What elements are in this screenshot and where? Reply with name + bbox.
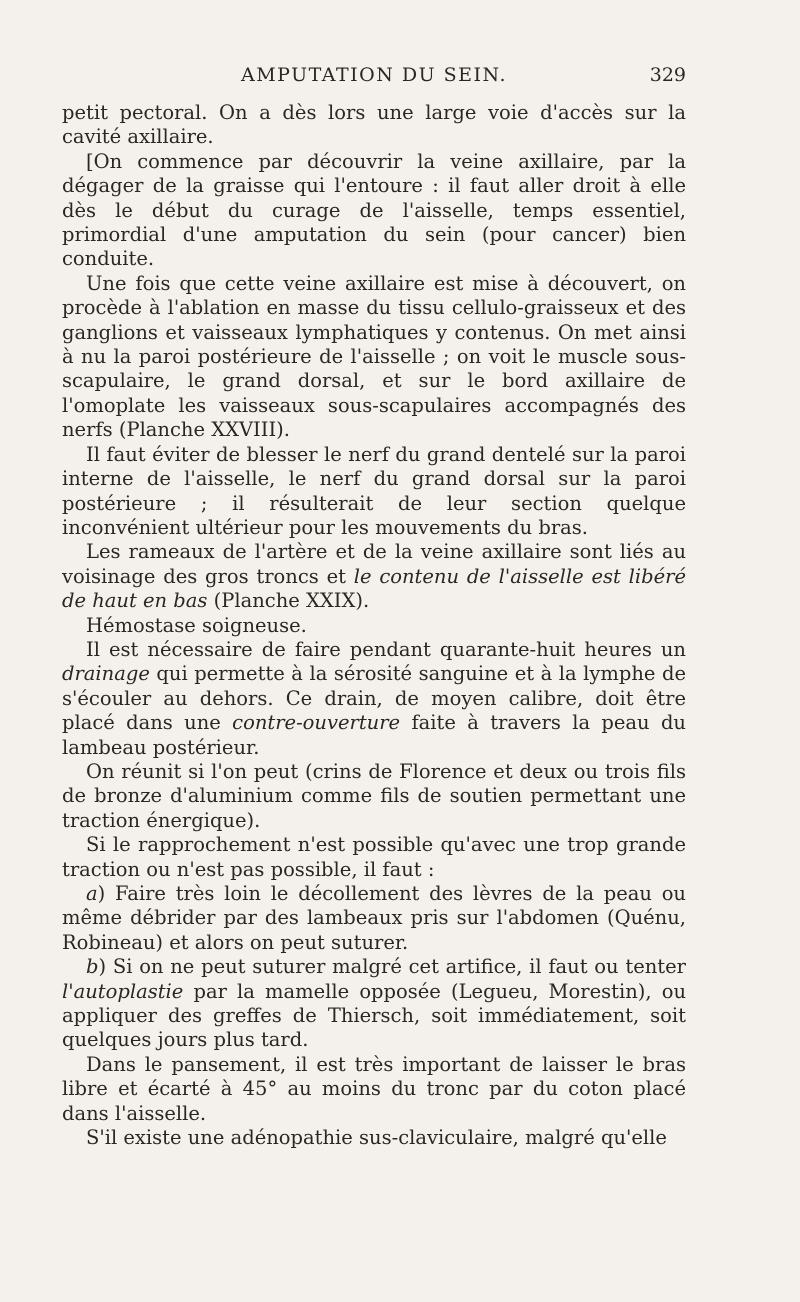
paragraph-ablation: Une fois que cette veine axillaire est mise à découvert, on procède à l'ablation en masse du tissu cellulo-graisseux et des ganglions et vaisseaux lymphatiques y contenus. On met ainsi à nu la paroi postérieure de l'aisselle ; on voit le muscle sous-scapulaire, le grand dorsal, et sur le bord axillaire de l'omoplate les vaisseaux sous-scapulaires accompagnés des nerfs (Planche XXVIII). — [62, 271, 686, 442]
body-text — [62, 101, 686, 1150]
paragraph-drainage: Il est nécessaire de faire pendant quarante-huit heures un drainage qui permette à la sérosité sanguine et à la lymphe de s'écouler au dehors. Ce drain, de moyen calibre, doit être placé dans une contre-ouverture faite à travers la peau du lambeau postérieur. — [62, 637, 686, 759]
paragraph-rapprochement: Si le rapprochement n'est possible qu'avec une trop grande traction ou n'est pas possible, il faut : — [62, 833, 686, 881]
page-header — [62, 64, 686, 92]
list-marker-a: a — [86, 882, 98, 905]
emphasis-drainage: drainage — [62, 662, 150, 686]
paragraph-adenopathy: S'il existe une adénopathie sus-claviculaire, malgré qu'elle — [86, 1126, 667, 1150]
paragraph-option-b: b) Si on ne peut suturer malgré cet artifice, il faut ou tenter l'autoplastie par la mamelle opposée (Legueu, Morestin), ou appliquer des greffes de Thiersch, soit immédiatement, soit quelques jours plus tard. — [62, 955, 686, 1052]
emphasis-contre-ouverture: contre-ouverture — [232, 711, 401, 735]
paragraph-axillary-vein: [On commence par découvrir la veine axillaire, par la dégager de la graisse qui l'entoure : il faut aller droit à elle dès le début du curage de l'aisselle, temps essentiel, primordial d'une amputation du sein (pour cancer) bien conduite. — [62, 149, 686, 271]
emphasis-autoplastie: l'autoplastie — [62, 979, 184, 1003]
running-title: AMPUTATION DU SEIN. — [241, 64, 507, 86]
paragraph-nerves: Il faut éviter de blesser le nerf du grand dentelé sur la paroi interne de l'aisselle, le nerf du grand dorsal sur la paroi postérieure ; il résulterait de leur section quelque inconvénient ultérieur pour les mouvements du bras. — [62, 442, 686, 539]
paragraph-hemostasis: Hémostase soigneuse. — [86, 613, 307, 637]
paragraph-continuation: petit pectoral. On a dès lors une large voie d'accès sur la cavité axillaire. — [62, 101, 686, 149]
paragraph-suture: On réunit si l'on peut (crins de Florence et deux ou trois fils de bronze d'aluminium comme fils de soutien permettant une traction énergique). — [62, 759, 686, 832]
paragraph-dressing: Dans le pansement, il est très important de laisser le bras libre et écarté à 45° au moins du tronc par du coton placé dans l'aisselle. — [62, 1052, 686, 1125]
paragraph-vessels: Les rameaux de l'artère et de la veine axillaire sont liés au voisinage des gros troncs et le contenu de l'aisselle est libéré de haut en bas (Planche XXIX). — [62, 540, 686, 613]
emphasis-text: le contenu de l'aisselle est libéré de haut en bas — [62, 564, 686, 613]
list-marker-b: b — [86, 955, 99, 979]
paragraph-option-a: a) Faire très loin le décollement des lèvres de la peau ou même débrider par des lambeaux pris sur l'abdomen (Quénu, Robineau) et alors on peut suturer. — [62, 882, 686, 954]
page-number: 329 — [649, 64, 686, 86]
